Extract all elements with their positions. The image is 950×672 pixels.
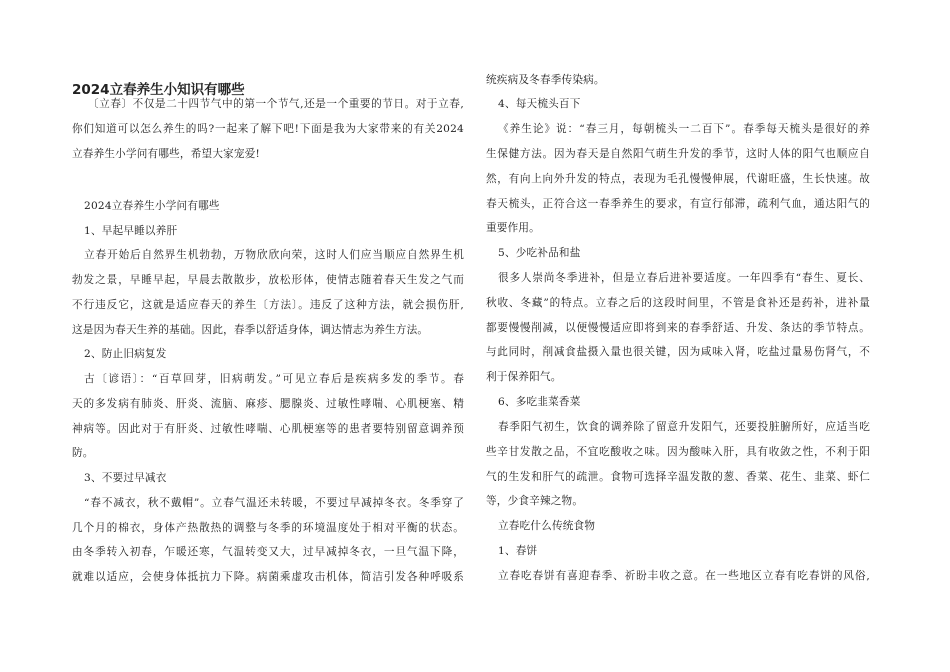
text-line: 《养生论》说：“春三月，每朝梳头一二百下”。春季每天梳头是很好的养 bbox=[498, 123, 870, 135]
text-line: 勃发之景，早睡早起，早晨去散散步，放松形体，使情志随着春天生发之气而 bbox=[72, 274, 464, 286]
text-line: 〔立春〕不仅是二十四节气中的第一个节气,还是一个重要的节日。对于立春, bbox=[88, 98, 464, 110]
text-line: 很多人崇尚冬季进补，但是立春后进补要适度。一年四季有“春生、夏长、 bbox=[498, 272, 870, 284]
text-line: 古〔谚语〕：“百草回芽，旧病萌发。”可见立春后是疾病多发的季节。春 bbox=[84, 373, 464, 385]
text-line: 3、不要过早减衣 bbox=[84, 472, 167, 484]
text-line: 不行违反它，这就是适应春天的养生〔方法〕。违反了这种方法，就会损伤肝, bbox=[72, 299, 464, 311]
text-line: 立春养生小学问有哪些，希望大家宠爱! bbox=[72, 148, 260, 160]
text-line: 6、多吃韭菜香菜 bbox=[498, 396, 581, 408]
text-line: 都要慢慢削减，以便慢慢适应即将到来的春季舒适、升发、条达的季节特点。 bbox=[486, 322, 870, 334]
text-line: 就难以适应，会使身体抵抗力下降。病菌乘虚攻击机体，简洁引发各种呼吸系 bbox=[72, 571, 464, 583]
text-line: 2、防止旧病复发 bbox=[84, 348, 167, 360]
text-line: 立春吃春饼有喜迎春季、祈盼丰收之意。在一些地区立春有吃春饼的风俗, bbox=[498, 570, 870, 582]
text-line: 等，少食辛辣之物。 bbox=[486, 495, 584, 507]
document-title: 2024立春养生小知识有哪些 bbox=[72, 82, 245, 98]
text-line: 秋收、冬藏”的特点。立春之后的这段时间里，不管是食补还是药补，进补量 bbox=[486, 297, 870, 309]
text-line: 春季阳气初生，饮食的调养除了留意升发阳气，还要投脏腑所好，应适当吃 bbox=[498, 421, 870, 433]
text-line: “春不减衣，秋不戴帽”。立春气温还未转暖，不要过早减掉冬衣。冬季穿了 bbox=[84, 497, 464, 509]
text-line: 这是因为春天生养的基础。因此，春季以舒适身体，调达情志为养生方法。 bbox=[72, 324, 429, 336]
text-line: 生保健方法。因为春天是自然阳气萌生升发的季节，这时人体的阳气也顺应自 bbox=[486, 148, 870, 160]
text-line: 气的生发和肝气的疏泄。食物可选择辛温发散的葱、香菜、花生、韭菜、虾仁 bbox=[486, 471, 870, 483]
text-line: 些辛甘发散之品，不宜吃酸收之味。因为酸味入肝，具有收敛之性，不利于阳 bbox=[486, 446, 870, 458]
text-line: 立春开始后自然界生机勃勃，万物欣欣向荣，这时人们应当顺应自然界生机 bbox=[84, 249, 464, 261]
text-line: 统疾病及冬春季传染病。 bbox=[486, 74, 605, 86]
text-line: 几个月的棉衣，身体产热散热的调整与冬季的环境温度处于相对平衡的状态。 bbox=[72, 522, 464, 534]
text-line: 4、每天梳头百下 bbox=[498, 98, 581, 110]
text-line: 立春吃什么传统食物 bbox=[498, 520, 596, 532]
text-line: 利于保养阳气。 bbox=[486, 371, 562, 383]
text-line: 重要作用。 bbox=[486, 222, 540, 234]
text-line: 由冬季转入初春，乍暖还寒，气温转变又大，过早减掉冬衣，一旦气温下降， bbox=[72, 546, 464, 558]
text-line: 1、春饼 bbox=[498, 545, 538, 557]
text-line: 然，有向上向外升发的特点，表现为毛孔慢慢伸展，代谢旺盛，生长快速。故 bbox=[486, 173, 870, 185]
text-line: 天的多发病有肺炎、肝炎、流脑、麻疹、腮腺炎、过敏性哮喘、心肌梗塞、精 bbox=[72, 398, 464, 410]
text-line: 1、早起早睡以养肝 bbox=[84, 225, 178, 237]
text-line: 春天梳头，正符合这一春季养生的要求，有宣行郁滞，疏利气血，通达阳气的 bbox=[486, 198, 870, 210]
text-line: 神病等。因此对于有肝炎、过敏性哮喘、心肌梗塞等的患者要特别留意调养预 bbox=[72, 423, 464, 435]
text-line: 你们知道可以怎么养生的吗?一起来了解下吧!下面是我为大家带来的有关2024 bbox=[72, 123, 464, 135]
text-line: 防。 bbox=[72, 447, 94, 459]
text-line: 5、少吃补品和盐 bbox=[498, 247, 581, 259]
text-line: 与此同时，削减食盐摄入量也很关键，因为咸味入肾，吃盐过量易伤肾气，不 bbox=[486, 346, 870, 358]
text-line: 2024立春养生小学问有哪些 bbox=[84, 200, 220, 212]
